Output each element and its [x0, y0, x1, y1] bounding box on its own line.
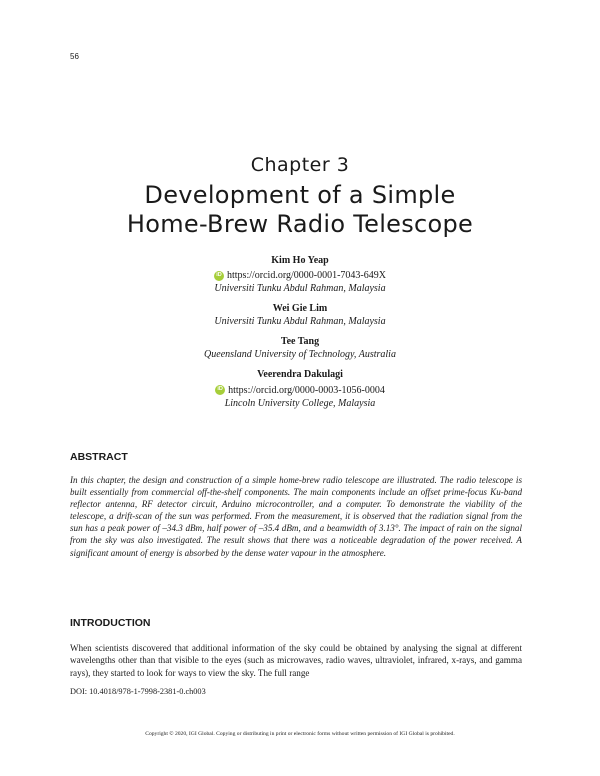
introduction-heading: INTRODUCTION [70, 617, 151, 629]
abstract-text: In this chapter, the design and construction of a simple home-brew radio telescope are illustrated. The radio telescope is built essentially from commercial off-the-shelf components. The main components include an offset prime-focus Ku-band reflector antenna, RF detector circuit, Arduino microcontroller, and a computer. To demonstrate the viability of the telescope, a drift-scan of the sun was performed. From the measurement, it is observed that the radiation signal from the sun has a peak power of –34.3 dBm, half power of –35.4 dBm, and a beamwidth of 3.13°. The impact of rain on the signal from the sky was also investigated. The result shows that there was a noticeable degradation of the power received. A significant amount of energy is absorbed by the dense water vapour in the atmosphere. [70, 475, 522, 558]
orcid-link[interactable] [214, 269, 386, 282]
author-1 [0, 254, 600, 295]
author-2 [0, 302, 600, 328]
author-affiliation: Lincoln University College, Malaysia [224, 397, 376, 409]
chapter-label: Chapter 3 [250, 154, 350, 176]
author-affiliation: Queensland University of Technology, Australia [204, 349, 396, 361]
abstract-heading: ABSTRACT [70, 451, 128, 463]
author-4 [0, 368, 600, 409]
orcid-url[interactable]: https://orcid.org/0000-0001-7043-649X [227, 270, 386, 282]
copyright-footer: Copyright © 2020, IGI Global. Copying or distributing in print or electronic forms without written permission of IGI Global is prohibited. [145, 731, 455, 737]
doi: DOI: 10.4018/978-1-7998-2381-0.ch003 [70, 687, 206, 696]
author-name: Wei Gie Lim [272, 303, 328, 315]
chapter-title-line-1: Development of a Simple [144, 181, 456, 209]
orcid-link[interactable] [215, 384, 385, 397]
chapter-title-line-2: Home-Brew Radio Telescope [126, 210, 474, 238]
author-affiliation: Universiti Tunku Abdul Rahman, Malaysia [214, 316, 386, 328]
orcid-url[interactable]: https://orcid.org/0000-0003-1056-0004 [228, 384, 385, 396]
author-name: Tee Tang [280, 336, 320, 348]
author-3 [0, 335, 600, 361]
orcid-icon: iD [215, 385, 225, 395]
chapter-title [0, 181, 600, 239]
author-block [0, 254, 600, 417]
page-number: 56 [70, 52, 79, 61]
introduction-text: When scientists discovered that additional information of the sky could be obtained by analysing the signal at different wavelengths other than that visible to the eyes (such as microwaves, radio waves, ultraviolet, infrared, x-rays, and gamma rays), they started to look for ways to view the sky. The full range [70, 643, 522, 678]
author-name: Veerendra Dakulagi [257, 369, 343, 381]
author-affiliation: Universiti Tunku Abdul Rahman, Malaysia [214, 283, 386, 295]
author-name: Kim Ho Yeap [271, 255, 329, 266]
orcid-icon: iD [214, 271, 224, 281]
